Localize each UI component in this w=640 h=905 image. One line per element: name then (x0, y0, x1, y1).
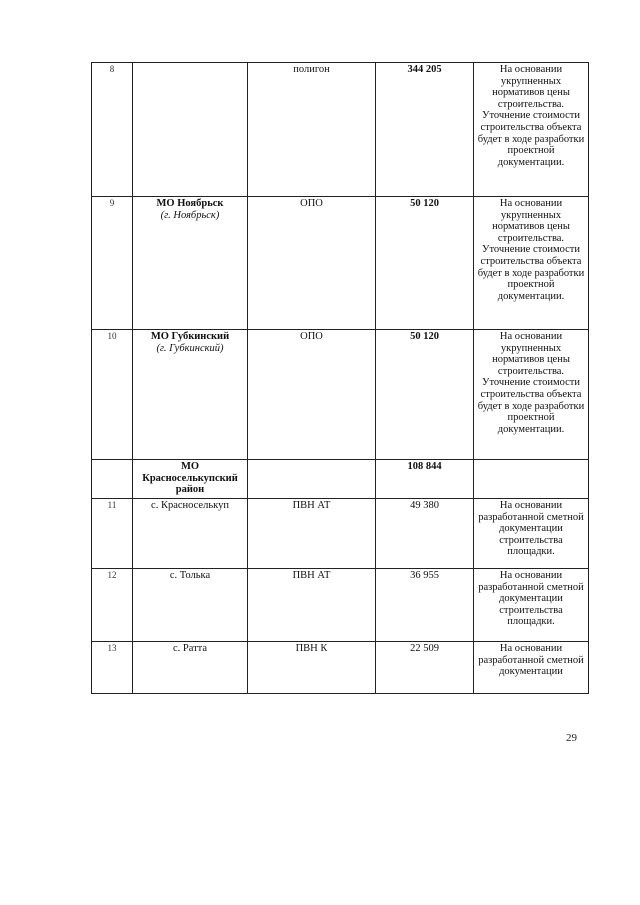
cost-value: 50 120 (376, 330, 474, 460)
table-row (92, 499, 589, 569)
basis-text: На основании разработанной сметной документации строительства площадки. (474, 569, 589, 642)
municipality-cell (133, 63, 248, 197)
municipality-name: МО Ноябрьск (156, 198, 224, 209)
table-row (92, 460, 589, 499)
cost-value: 50 120 (376, 197, 474, 330)
cost-value: 49 380 (376, 499, 474, 569)
object-type (248, 460, 376, 499)
municipality-cell (133, 197, 248, 330)
municipality-cell (133, 569, 248, 642)
cost-value: 36 955 (376, 569, 474, 642)
municipality-name: МО Губкинский (150, 331, 230, 342)
object-type: полигон (248, 63, 376, 197)
row-number: 8 (92, 63, 133, 197)
row-number: 12 (92, 569, 133, 642)
municipality-city: (г. Губкинский) (156, 342, 224, 354)
table-row (92, 63, 589, 197)
municipality-city: (г. Ноябрьск) (160, 209, 220, 221)
object-type: ПВН АТ (248, 499, 376, 569)
objects-table (91, 62, 589, 694)
municipality-cell (133, 330, 248, 460)
settlement-name: с. Ратта (172, 643, 208, 654)
table-row (92, 197, 589, 330)
object-type: ПВН АТ (248, 569, 376, 642)
municipality-cell (133, 460, 248, 499)
row-number: 13 (92, 642, 133, 694)
cost-value: 22 509 (376, 642, 474, 694)
object-type: ПВН К (248, 642, 376, 694)
row-number: 10 (92, 330, 133, 460)
settlement-name: с. Толька (169, 570, 211, 581)
basis-text: На основании укрупненных нормативов цены строительства. Уточнение стоимости строительства объекта будет в ходе разработки проектной документации. (474, 197, 589, 330)
row-number: 11 (92, 499, 133, 569)
cost-value: 108 844 (376, 460, 474, 499)
municipality-cell (133, 642, 248, 694)
object-type: ОПО (248, 330, 376, 460)
page-number: 29 (566, 732, 577, 744)
settlement-name: с. Красноселькуп (151, 500, 229, 511)
basis-text: На основании разработанной сметной документации (474, 642, 589, 694)
table-row (92, 569, 589, 642)
table-row (92, 330, 589, 460)
table-row (92, 642, 589, 694)
municipality-cell (133, 499, 248, 569)
basis-text: На основании укрупненных нормативов цены строительства. Уточнение стоимости строительства объекта будет в ходе разработки проектной документации. (474, 330, 589, 460)
row-number (92, 460, 133, 499)
basis-text (474, 460, 589, 499)
municipality-name: МО Красноселькупский район (142, 461, 238, 496)
object-type: ОПО (248, 197, 376, 330)
cost-value: 344 205 (376, 63, 474, 197)
basis-text: На основании разработанной сметной документации строительства площадки. (474, 499, 589, 569)
row-number: 9 (92, 197, 133, 330)
basis-text: На основании укрупненных нормативов цены строительства. Уточнение стоимости строительства объекта будет в ходе разработки проектной документации. (474, 63, 589, 197)
